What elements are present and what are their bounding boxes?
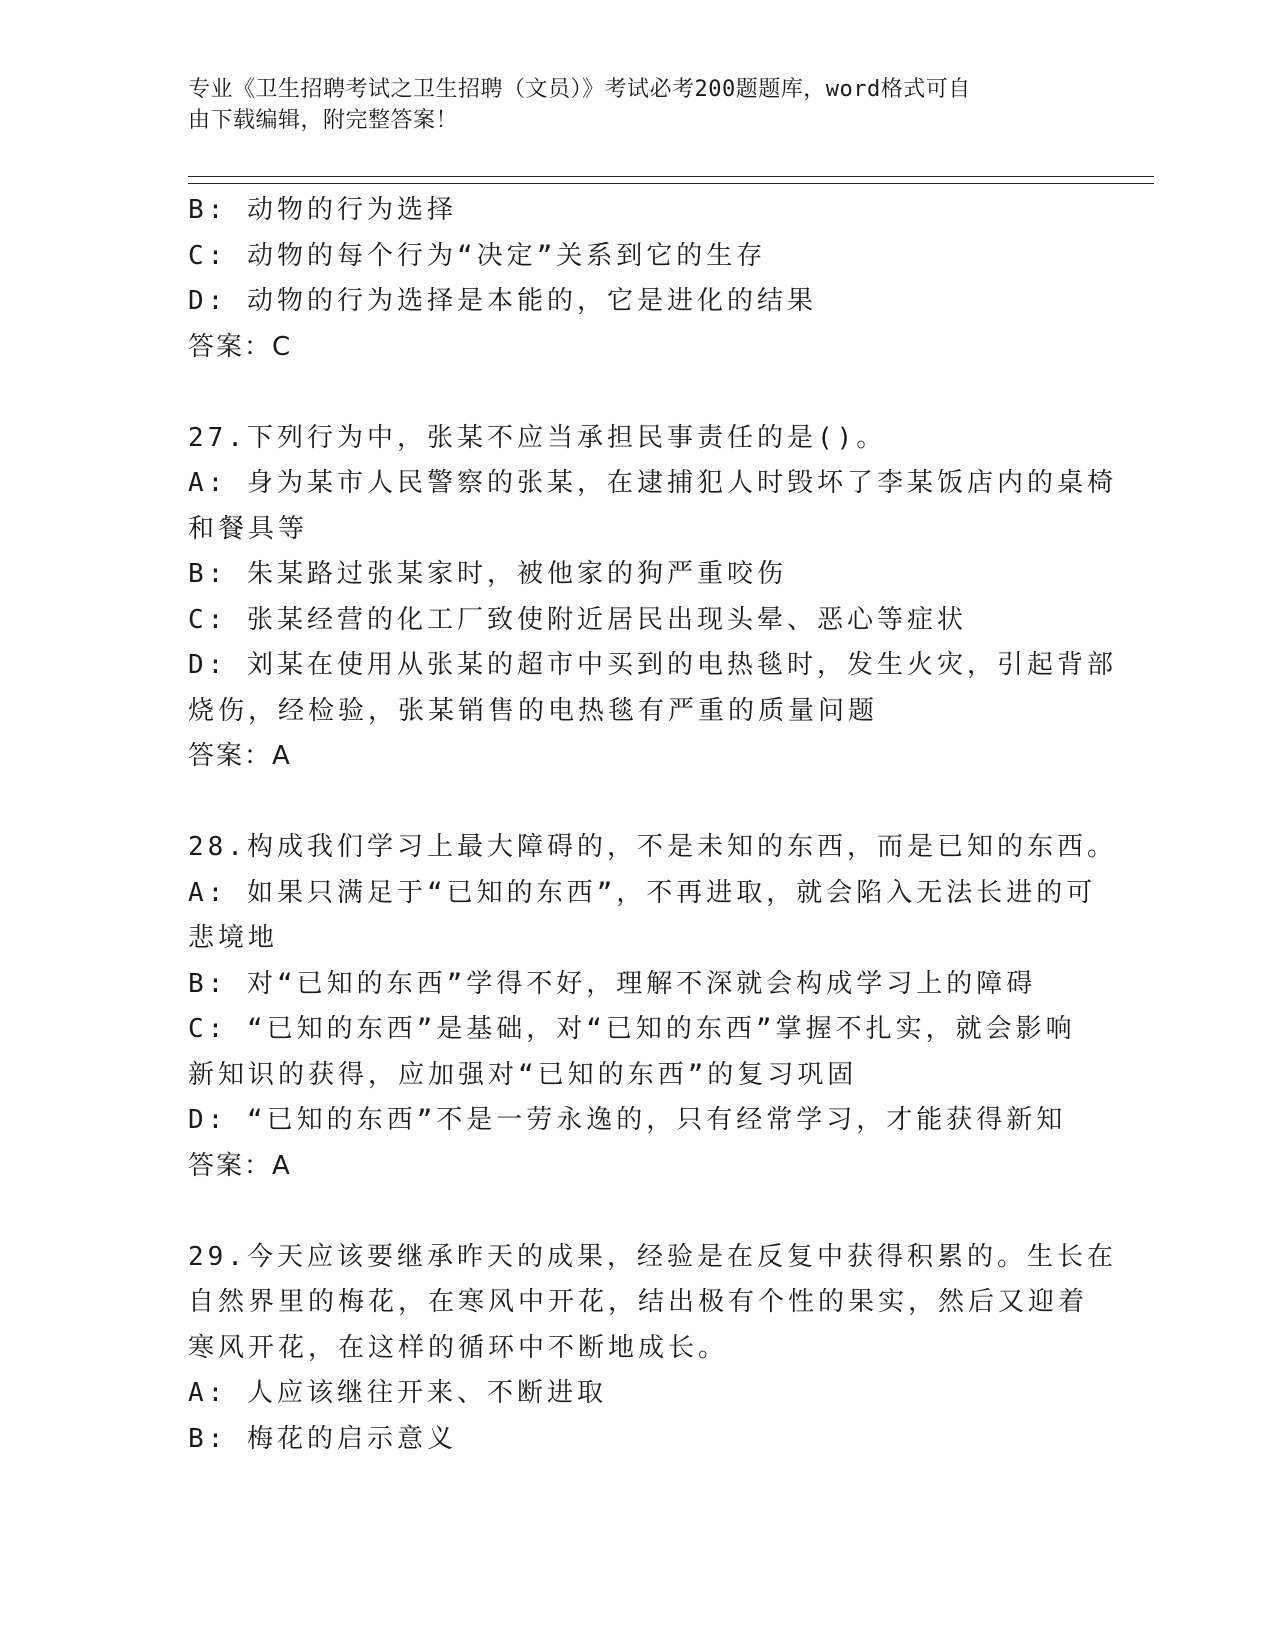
question-stem-continued: 自然界里的梅花，在寒风中开花，结出极有个性的果实，然后又迎着 [188,1287,1089,1317]
spacer [188,780,1088,826]
header-rule-bottom [188,183,1154,184]
option-d: D: 动物的行为选择是本能的，它是进化的结果 [188,286,817,316]
option-a-continued: 悲境地 [188,923,279,953]
option-a-continued: 和餐具等 [188,513,309,544]
question-26-continued [188,188,1088,370]
answer-line: 答案：A [188,1150,292,1181]
question-28 [188,825,1117,1189]
option-c: C: “已知的东西”是基础，对“已知的东西”掌握不扎实，就会影响 [188,1014,1076,1044]
option-b: B: 梅花的启示意义 [188,1423,457,1454]
option-a: A: 人应该继往开来、不断进取 [188,1378,607,1408]
question-stem: 28.构成我们学习上最大障碍的，不是未知的东西，而是已知的东西。 [188,832,1117,862]
question-27 [188,416,1117,780]
header-line-1: 专业《卫生招聘考试之卫生招聘（文员）》考试必考200题题库，word格式可自 [188,77,971,102]
option-c: C: 动物的每个行为“决定”关系到它的生存 [188,240,767,271]
question-29 [188,1235,1117,1463]
option-a: A: 如果只满足于“已知的东西”，不再进取，就会陷入无法长进的可 [188,877,1097,908]
option-d-continued: 烧伤，经检验，张某销售的电热毯有严重的质量问题 [188,695,879,726]
option-b: B: 对“已知的东西”学得不好，理解不深就会构成学习上的障碍 [188,968,1037,999]
option-b: B: 朱某路过张某家时，被他家的狗严重咬伤 [188,559,787,589]
document-header [188,74,1068,136]
document-body [188,188,1117,1462]
option-d: D: 刘某在使用从张某的超市中买到的电热毯时，发生火灾，引起背部 [188,650,1117,680]
option-b: B: 动物的行为选择 [188,195,457,225]
header-line-2: 由下载编辑，附完整答案！ [188,108,459,133]
answer-line: 答案：C [188,331,293,362]
option-c-continued: 新知识的获得，应加强对“已知的东西”的复习巩固 [188,1059,858,1090]
header-rule-top [188,176,1154,177]
option-a: A: 身为某市人民警察的张某，在逮捕犯人时毁坏了李某饭店内的桌椅 [188,468,1117,498]
spacer [188,1189,1088,1235]
answer-line: 答案：A [188,741,292,771]
question-stem: 29.今天应该要继承昨天的成果，经验是在反复中获得积累的。生长在 [188,1241,1117,1272]
option-c: C: 张某经营的化工厂致使附近居民出现头晕、恶心等症状 [188,604,967,635]
spacer [188,370,1088,416]
question-stem: 27.下列行为中，张某不应当承担民事责任的是()。 [188,422,887,453]
question-stem-continued: 寒风开花，在这样的循环中不断地成长。 [188,1332,729,1363]
option-d: D: “已知的东西”不是一劳永逸的，只有经常学习，才能获得新知 [188,1105,1067,1135]
